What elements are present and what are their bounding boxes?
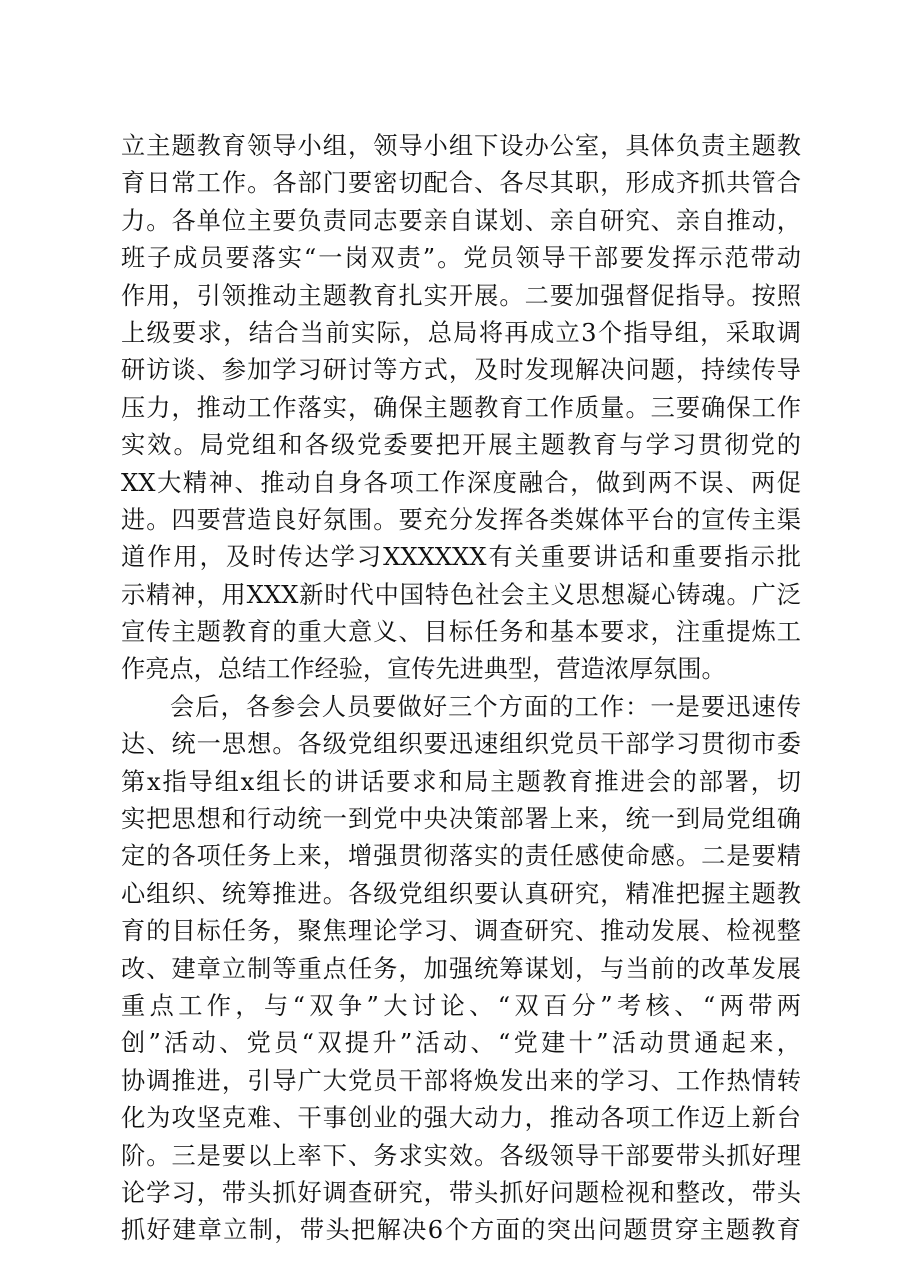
- text-line: 第x指导组x组长的讲话要求和局主题教育推进会的部署，切: [121, 767, 801, 796]
- text-line: 化为攻坚克难、干事创业的强大动力，推动各项工作迈上新台: [121, 1104, 801, 1133]
- text-line: 协调推进，引导广大党员干部将焕发出来的学习、工作热情转: [121, 1066, 801, 1095]
- body-text: [121, 128, 801, 1250]
- text-line: 上级要求，结合当前实际，总局将再成立3个指导组，采取调: [121, 318, 801, 347]
- text-line: 研访谈、参加学习研讨等方式，及时发现解决问题，持续传导: [121, 356, 801, 385]
- text-line: 道作用，及时传达学习XXXXXX有关重要讲话和重要指示批: [121, 543, 801, 572]
- text-line: 作用，引领推动主题教育扎实开展。二要加强督促指导。按照: [121, 281, 801, 310]
- paragraph-first-line: 会后，各参会人员要做好三个方面的工作：一是要迅速传: [170, 692, 801, 721]
- text-line: 论学习，带头抓好调查研究，带头抓好问题检视和整改，带头: [121, 1178, 801, 1207]
- text-line: 达、统一思想。各级党组织要迅速组织党员干部学习贯彻市委: [121, 730, 801, 759]
- text-line: 立主题教育领导小组，领导小组下设办公室，具体负责主题教: [121, 132, 801, 160]
- text-line: 阶。三是要以上率下、务求实效。各级领导干部要带头抓好理: [121, 1141, 801, 1170]
- text-line: 力。各单位主要负责同志要亲自谋划、亲自研究、亲自推动，: [121, 206, 801, 235]
- text-line: 育的目标任务，聚焦理论学习、调查研究、推动发展、检视整: [121, 917, 801, 946]
- text-line: 宣传主题教育的重大意义、目标任务和基本要求，注重提炼工: [121, 618, 801, 647]
- text-line: XX大精神、推动自身各项工作深度融合，做到两不误、两促: [121, 468, 801, 497]
- text-line: 示精神，用XXX新时代中国特色社会主义思想凝心铸魂。广泛: [121, 580, 801, 609]
- text-line: 进。四要营造良好氛围。要充分发挥各类媒体平台的宣传主渠: [121, 505, 801, 534]
- text-line: 实效。局党组和各级党委要把开展主题教育与学习贯彻党的: [121, 431, 801, 460]
- text-line: 班子成员要落实“一岗双责”。党员领导干部要发挥示范带动: [121, 244, 801, 273]
- text-line: 压力，推动工作落实，确保主题教育工作质量。三要确保工作: [121, 393, 801, 422]
- paragraph-last-line: 作亮点，总结工作经验，宣传先进典型，营造浓厚氛围。: [121, 655, 726, 684]
- text-line: 心组织、统筹推进。各级党组织要认真研究，精准把握主题教: [121, 879, 801, 908]
- text-line: 实把思想和行动统一到党中央决策部署上来，统一到局党组确: [121, 805, 801, 834]
- text-line: 改、建章立制等重点任务，加强统筹谋划，与当前的改革发展: [121, 954, 801, 983]
- text-line: 创”活动、党员“双提升”活动、“党建十”活动贯通起来，: [121, 1029, 801, 1058]
- text-line: 定的各项任务上来，增强贯彻落实的责任感使命感。二是要精: [121, 842, 801, 871]
- text-line: 育日常工作。各部门要密切配合、各尽其职，形成齐抓共管合: [121, 169, 801, 198]
- text-line: 重点工作，与“双争”大讨论、“双百分”考核、“两带两: [121, 991, 801, 1020]
- text-line: 抓好建章立制，带头把解决6个方面的突出问题贯穿主题教育: [121, 1216, 801, 1245]
